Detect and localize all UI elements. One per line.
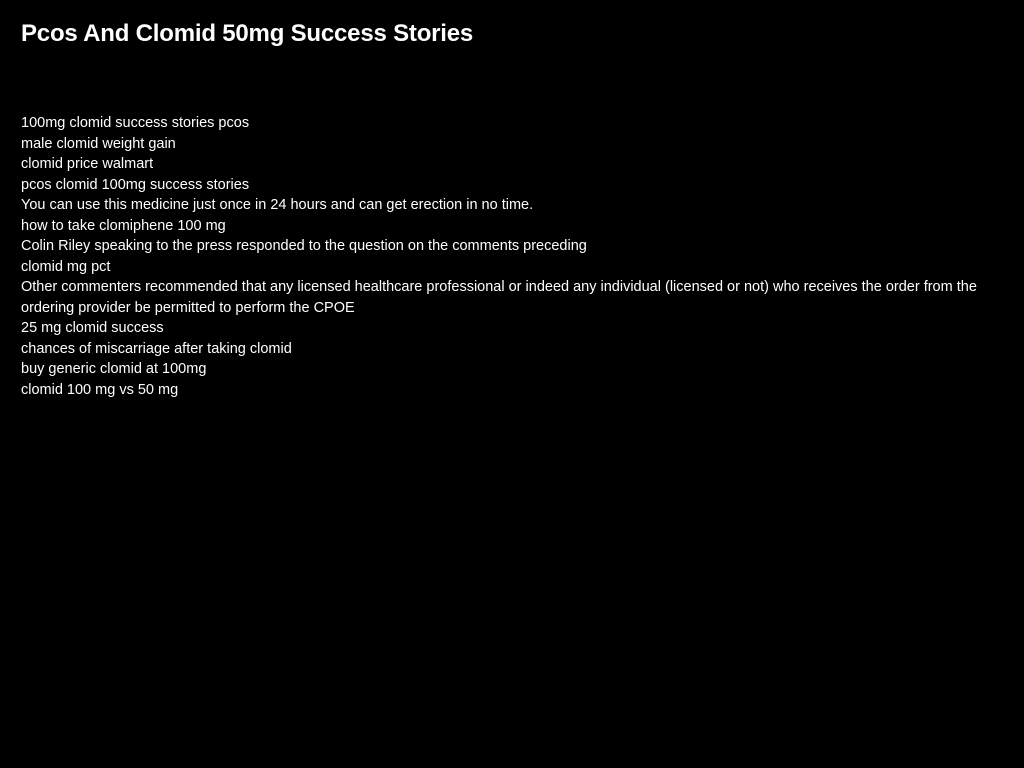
list-item: clomid mg pct [21, 258, 111, 275]
list-item: male clomid weight gain [21, 135, 176, 152]
list-item: how to take clomiphene 100 mg [21, 217, 226, 234]
list-item: buy generic clomid at 100mg [21, 361, 207, 377]
text-list [21, 113, 991, 400]
list-item: Colin Riley speaking to the press responded to the question on the comments preceding [21, 238, 587, 254]
list-item: Other commenters recommended that any licensed healthcare professional or indeed any individual (licensed or not) who receives the order from the ordering provider be permitted to perform the CPOE [21, 279, 977, 316]
list-item: chances of miscarriage after taking clomid [21, 340, 292, 357]
page-title: Pcos And Clomid 50mg Success Stories [21, 20, 474, 47]
list-item: pcos clomid 100mg success stories [21, 176, 250, 193]
list-item: clomid price walmart [21, 156, 154, 172]
list-item: 25 mg clomid success [21, 320, 164, 336]
list-item: You can use this medicine just once in 24 hours and can get erection in no time. [21, 197, 534, 213]
list-item: clomid 100 mg vs 50 mg [21, 381, 179, 398]
list-item: 100mg clomid success stories pcos [21, 115, 250, 131]
